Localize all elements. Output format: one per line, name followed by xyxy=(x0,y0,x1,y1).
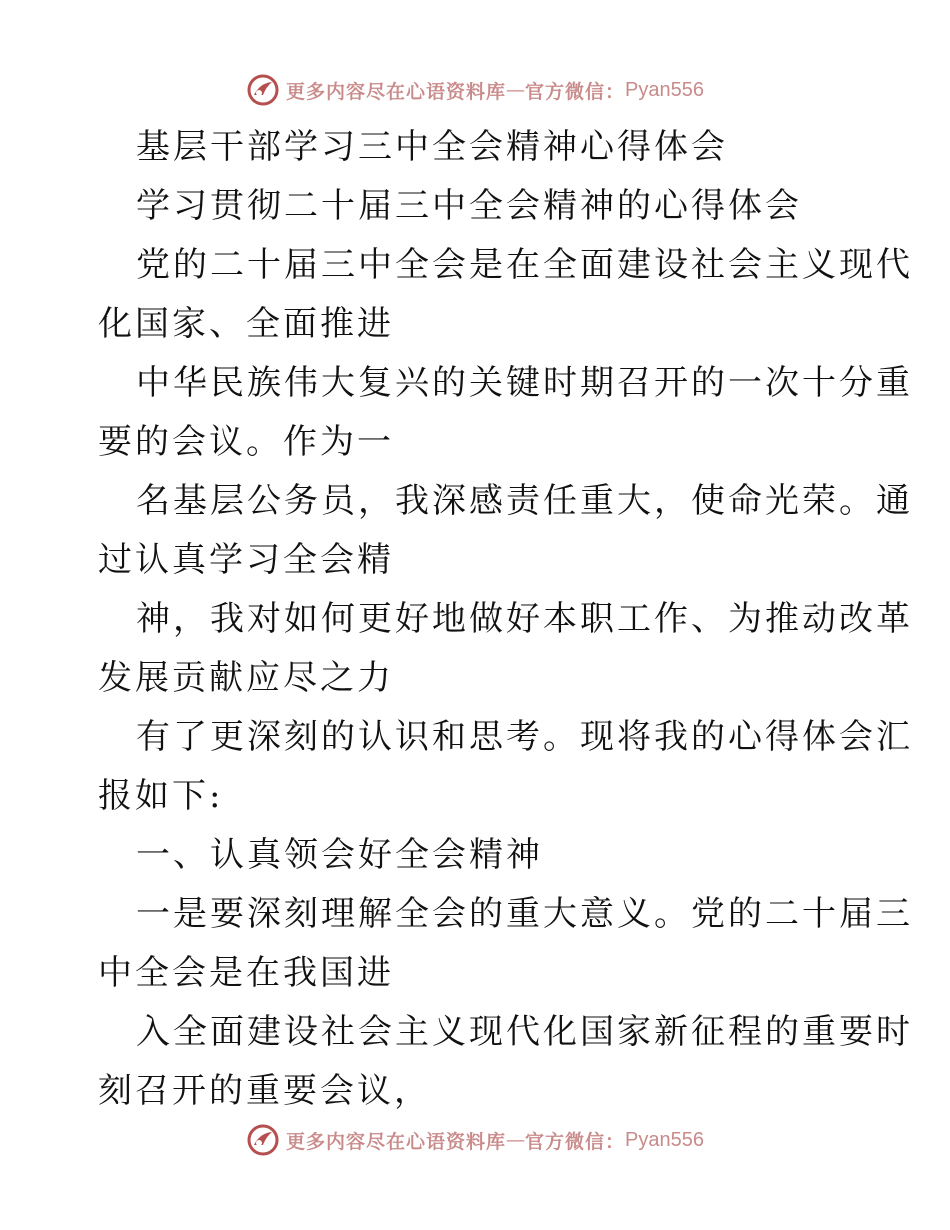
document-line: 中全会是在我国进 xyxy=(98,953,394,993)
brand-logo-icon xyxy=(246,1123,280,1157)
document-line: 有了更深刻的认识和思考。现将我的心得体会汇 xyxy=(136,717,913,757)
document-line: 神，我对如何更好地做好本职工作、为推动改革 xyxy=(136,599,913,639)
watermark-wechat-id: Pyan556 xyxy=(625,78,704,101)
watermark-text: 更多内容尽在心语资料库 xyxy=(286,1130,507,1153)
document-line: 党的二十届三中全会是在全面建设社会主义现代 xyxy=(136,245,913,285)
document-line: 报如下: xyxy=(98,776,224,816)
document-line: 名基层公务员，我深感责任重大，使命光荣。通 xyxy=(136,481,913,521)
document-line: 过认真学习全会精 xyxy=(98,540,394,580)
footer-watermark xyxy=(0,1120,950,1160)
document-body xyxy=(98,118,913,1121)
document-line: 入全面建设社会主义现代化国家新征程的重要时 xyxy=(136,1012,913,1052)
document-line: 中华民族伟大复兴的关键时期召开的一次十分重 xyxy=(136,363,913,403)
document-line: 要的会议。作为一 xyxy=(98,422,394,462)
watermark-wechat-id: Pyan556 xyxy=(625,1128,704,1151)
document-line: 一是要深刻理解全会的重大意义。党的二十届三 xyxy=(136,894,913,934)
watermark-separator: — xyxy=(506,1129,526,1151)
document-line: 发展贡献应尽之力 xyxy=(98,658,394,698)
document-line: 一、认真领会好全会精神 xyxy=(136,835,543,875)
document-line: 学习贯彻二十届三中全会精神的心得体会 xyxy=(136,186,802,226)
header-watermark xyxy=(0,70,950,110)
brand-logo-icon xyxy=(246,73,280,107)
document-line: 化国家、全面推进 xyxy=(98,304,394,344)
document-line: 基层干部学习三中全会精神心得体会 xyxy=(136,127,728,167)
watermark-wechat-label: 官方微信： xyxy=(525,1130,626,1153)
document-line: 刻召开的重要会议， xyxy=(98,1071,431,1111)
watermark-text: 更多内容尽在心语资料库 xyxy=(286,80,507,103)
watermark-wechat-label: 官方微信： xyxy=(525,80,626,103)
watermark-separator: — xyxy=(506,79,526,101)
